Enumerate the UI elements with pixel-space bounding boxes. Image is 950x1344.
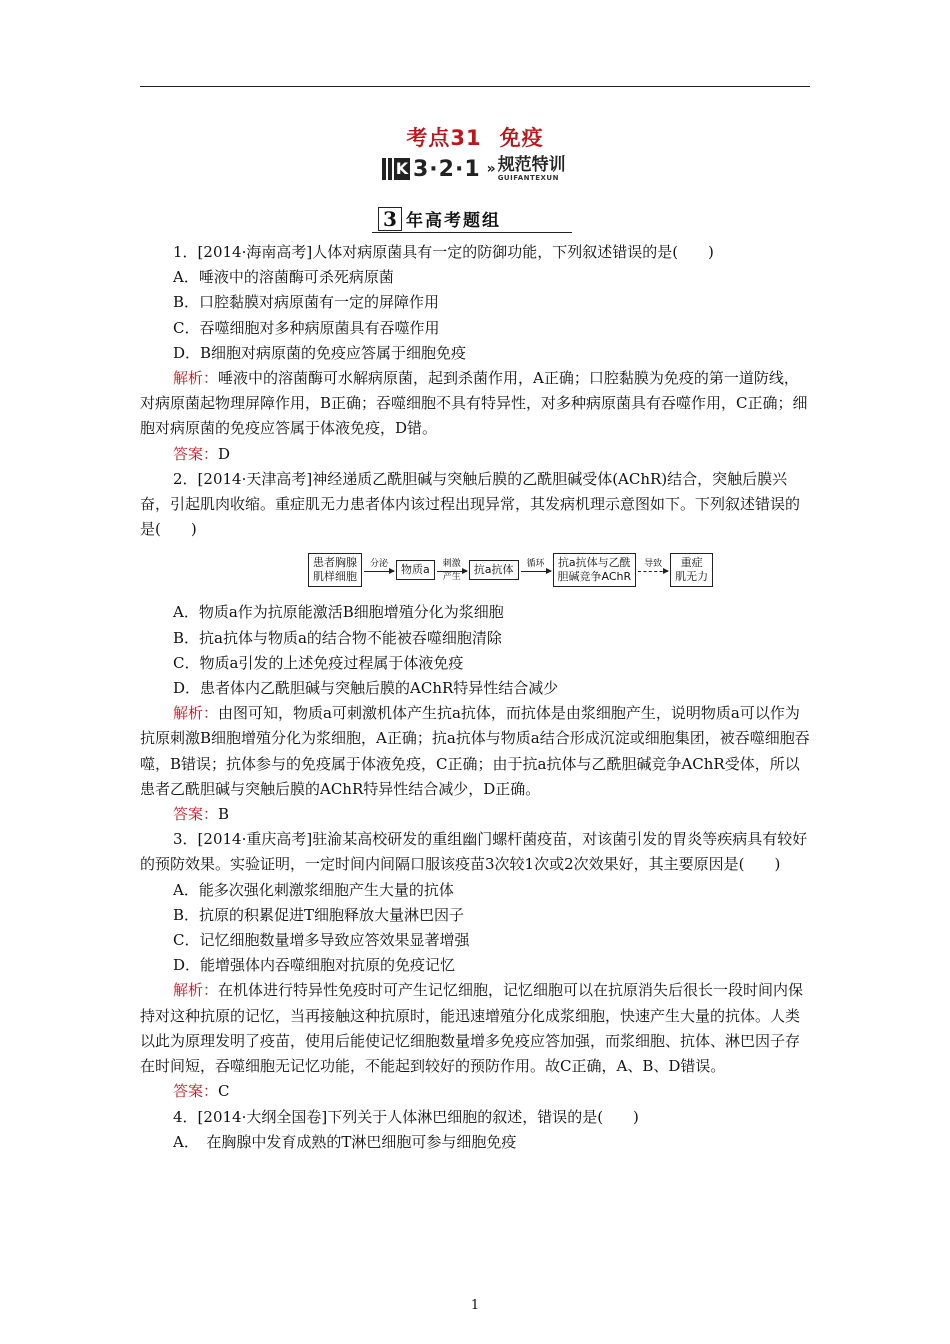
series-logo	[382, 154, 566, 184]
analysis-label: 解析：	[173, 704, 219, 723]
title-sub: 免疫	[499, 126, 544, 150]
q1-option-b: B．口腔黏膜对病原菌有一定的屏障作用	[173, 293, 440, 312]
answer-label: 答案：	[173, 805, 219, 824]
q1-option-a: A．唾液中的溶菌酶可杀死病原菌	[173, 268, 394, 287]
section-underline	[372, 232, 572, 233]
q4-option-a: A． 在胸腺中发育成熟的T淋巴细胞可参与细胞免疫	[173, 1132, 517, 1151]
q2-answer	[140, 802, 810, 827]
logo-text: 规范特训	[497, 154, 566, 175]
analysis-label: 解析：	[173, 369, 219, 388]
answer-label: 答案：	[173, 444, 219, 463]
diagram-arrow-secrete: 分泌	[364, 559, 394, 582]
q3-option-d: D．能增强体内吞噬细胞对抗原的免疫记忆	[173, 956, 456, 975]
q3-option-b: B．抗原的积累促进T细胞释放大量淋巴因子	[173, 905, 465, 924]
header-rule	[140, 86, 810, 87]
q1-option-d: D．B细胞对病原菌的免疫应答属于细胞免疫	[173, 343, 467, 362]
q2-stem: 2．[2014·天津高考]神经递质乙酰胆碱与突触后膜的乙酰胆碱受体(AChR)结合，突触后膜兴奋，引起肌肉收缩。重症肌无力患者体内该过程出现异常，其发病机理示意图如下。下列叙述错误的是( )	[140, 469, 801, 539]
diagram-box-compete: 抗a抗体与乙酰 胆碱竞争AChR	[553, 553, 637, 587]
answer-value: D	[218, 444, 231, 463]
diagram-box-thymus: 患者胸腺 肌样细胞	[308, 553, 362, 587]
logo-pinyin: GUIFANTEXUN	[497, 173, 559, 182]
q3-option-a: A．能多次强化刺激浆细胞产生大量的抗体	[173, 880, 454, 899]
analysis-label: 解析：	[173, 981, 219, 1000]
q3-stem: 3．[2014·重庆高考]驻渝某高校研发的重组幽门螺杆菌疫苗，对该菌引发的胃炎等疾病具有较好的预防效果。实验证明，一定时间内间隔口服该疫苗3次较1次或2次效果好，其主要原因是( )	[140, 830, 808, 874]
section-number-box: 3	[378, 207, 402, 231]
answer-label: 答案：	[173, 1082, 219, 1101]
double-chevron-icon: »	[486, 161, 496, 177]
q1-analysis	[140, 366, 810, 442]
logo-number: 3·2·1	[413, 156, 481, 182]
answer-value: B	[218, 805, 230, 824]
q1-stem: 1．[2014·海南高考]人体对病原菌具有一定的防御功能，下列叙述错误的是( )	[173, 243, 714, 261]
section-heading	[378, 206, 501, 231]
q2-option-d: D．患者体内乙酰胆碱与突触后膜的AChR特异性结合减少	[173, 679, 559, 698]
title-main: 考点31	[406, 126, 482, 150]
q2-option-a: A．物质a作为抗原能激活B细胞增殖分化为浆细胞	[173, 603, 504, 622]
diagram-box-antibody: 抗a抗体	[469, 560, 519, 580]
q2-analysis	[140, 701, 810, 802]
logo-bars-icon: K	[382, 157, 413, 181]
q1-answer	[140, 442, 810, 467]
q3-option-c: C．记忆细胞数量增多导致应答效果显著增强	[173, 931, 470, 950]
page-number: 1	[470, 1298, 480, 1313]
q2-option-c: C．物质a引发的上述免疫过程属于体液免疫	[173, 653, 464, 672]
q3-analysis	[140, 978, 810, 1079]
analysis-text: 在机体进行特异性免疫时可产生记忆细胞，记忆细胞可以在抗原消失后很长一段时间内保持对这种抗原的记忆，当再接触这种抗原时，能迅速增殖分化成浆细胞，快速产生大量的抗体。人类以此为原理发明了疫苗，使用后能使记忆细胞数量增多免疫应答加强，而浆细胞、抗体、淋巴因子存在时间短，吞噬细胞无记忆功能，不能起到较好的预防作用。故C正确，A、B、D错误。	[140, 981, 804, 1076]
q3-answer	[140, 1079, 810, 1104]
page-title	[0, 122, 950, 152]
q2-option-b: B．抗a抗体与物质a的结合物不能被吞噬细胞清除	[173, 628, 502, 647]
q4-stem: 4．[2014·大纲全国卷]下列关于人体淋巴细胞的叙述，错误的是( )	[173, 1107, 639, 1126]
analysis-text: 由图可知，物质a可刺激机体产生抗a抗体，而抗体是由浆细胞产生，说明物质a可以作为抗原刺激B细胞增殖分化为浆细胞，A正确；抗a抗体与物质a结合形成沉淀或细胞集团，被吞噬细胞吞噬，B错误；抗体参与的免疫属于体液免疫，C正确；由于抗a抗体与乙酰胆碱竞争AChR受体，所以患者乙酰胆碱与突触后膜的AChR特异性结合减少，D正确。	[140, 704, 810, 798]
section-text: 年高考题组	[406, 211, 501, 231]
diagram-box-myasthenia: 重症 肌无力	[670, 553, 713, 587]
diagram-arrow-cause: 导致	[638, 559, 668, 582]
answer-value: C	[218, 1082, 230, 1101]
question-list	[140, 240, 810, 1155]
q1-option-c: C．吞噬细胞对多种病原菌具有吞噬作用	[173, 318, 440, 337]
diagram-box-substance-a: 物质a	[396, 560, 435, 580]
pathogenesis-diagram	[308, 550, 810, 590]
diagram-arrow-stimulate: 刺激 产生	[437, 559, 467, 582]
analysis-text: 唾液中的溶菌酶可水解病原菌，起到杀菌作用，A正确；口腔黏膜为免疫的第一道防线，对病原菌起物理屏障作用，B正确；吞噬细胞不具有特异性，对多种病原菌具有吞噬作用，C正确；细胞对病原菌的免疫应答属于体液免疫，D错。	[140, 369, 808, 438]
diagram-arrow-circulate: 循环	[521, 559, 551, 582]
